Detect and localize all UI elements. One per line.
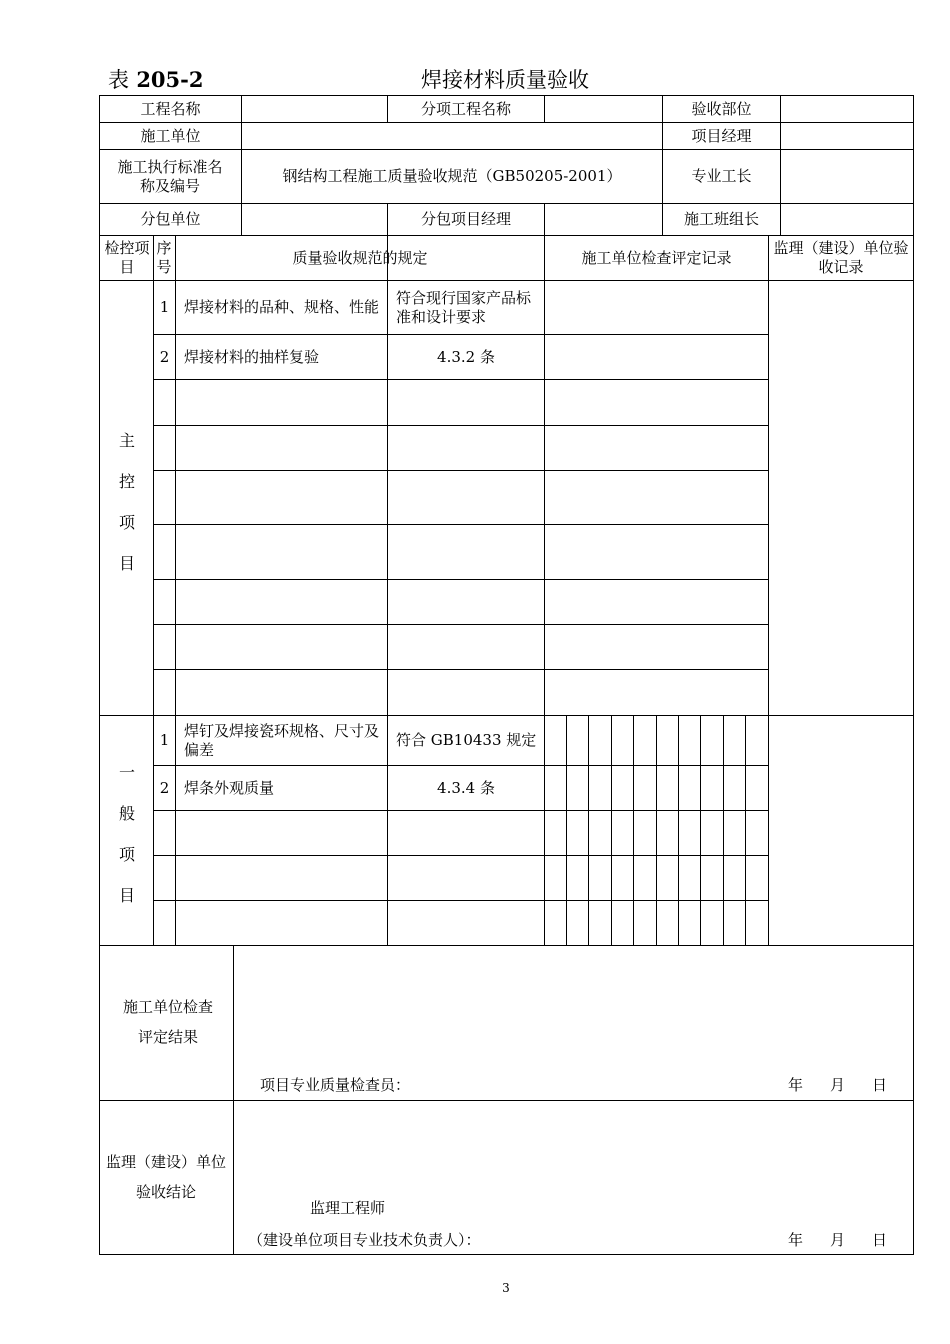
general-row-1-spec: 符合 GB10433 规定: [396, 731, 537, 749]
result-day-label: 日: [872, 1076, 888, 1094]
team-leader-label: 施工班组长: [683, 210, 759, 228]
main-label-char: 目: [119, 554, 136, 573]
main-label-char: 项: [119, 513, 136, 532]
main-row-1-seq: 1: [159, 298, 170, 316]
general-label-char: 目: [119, 886, 136, 905]
team-leader-value[interactable]: [781, 204, 913, 235]
general-row-2-desc: 焊条外观质量: [184, 778, 275, 797]
general-label-char: 般: [119, 804, 136, 823]
main-row-2-desc: 焊接材料的抽样复验: [184, 347, 320, 366]
main-row-1-record[interactable]: [545, 281, 768, 334]
table-prefix: 表: [108, 68, 129, 92]
sub-project-name-label: 分项工程名称: [420, 99, 511, 118]
col-inspection-item: 检控项目: [104, 239, 150, 276]
general-row-1-seq: 1: [159, 731, 170, 749]
project-name-value[interactable]: [242, 96, 387, 122]
quality-inspector-label: 项目专业质量检查员：: [260, 1076, 411, 1094]
foreman-value[interactable]: [781, 150, 913, 203]
construction-unit-label: 施工单位: [140, 126, 201, 145]
sub-project-manager-value[interactable]: [545, 204, 662, 235]
construction-result-content[interactable]: [234, 946, 913, 1071]
project-name-label: 工程名称: [140, 99, 201, 118]
standard-value: 钢结构工程施工质量验收规范（GB50205-2001）: [282, 167, 622, 185]
general-row-2-seq: 2: [159, 778, 170, 797]
general-label-char: 一: [119, 763, 136, 782]
col-construction-record: 施工单位检查评定记录: [581, 248, 732, 267]
conclusion-day-label: 日: [872, 1231, 888, 1249]
main-row-2-seq: 2: [159, 347, 170, 366]
result-year-label: 年: [788, 1076, 804, 1094]
subcontractor-label: 分包单位: [140, 210, 201, 228]
sub-project-name-value[interactable]: [545, 96, 662, 122]
main-row-1-desc: 焊接材料的品种、规格、性能: [184, 298, 380, 316]
sub-project-manager-label: 分包项目经理: [420, 210, 511, 228]
acceptance-part-label: 验收部位: [691, 99, 752, 118]
page-number: 3: [502, 1281, 510, 1295]
standard-label: 施工执行标准名称及编号: [117, 157, 223, 195]
project-manager-value[interactable]: [781, 123, 913, 149]
general-supervision-record[interactable]: [769, 716, 913, 945]
col-spec: 质量验收规范的规定: [292, 248, 428, 267]
main-row-2-record[interactable]: [545, 335, 768, 379]
table-number: 205-2: [136, 67, 204, 92]
main-label-char: 控: [119, 472, 136, 491]
conclusion-month-label: 月: [830, 1231, 846, 1249]
construction-result-label: 施工单位检查评定结果: [122, 998, 213, 1046]
supervision-conclusion-label: 监理（建设）单位验收结论: [105, 1153, 226, 1201]
col-supervision-record: 监理（建设）单位验收记录: [773, 239, 909, 276]
subcontractor-value[interactable]: [242, 204, 387, 235]
page-title: 焊接材料质量验收: [421, 68, 589, 92]
main-supervision-record[interactable]: [769, 281, 913, 715]
project-manager-label: 项目经理: [691, 126, 752, 145]
foreman-label: 专业工长: [691, 167, 752, 185]
general-label-char: 项: [119, 845, 136, 864]
general-row-1-desc: 焊钉及焊接瓷环规格、尺寸及偏差: [184, 721, 380, 759]
general-row-2-spec: 4.3.4 条: [437, 778, 495, 797]
owner-rep-label: （建设单位项目专业技术负责人）：: [248, 1231, 481, 1249]
main-row-1-spec: 符合现行国家产品标准和设计要求: [396, 288, 532, 326]
supervision-engineer-label: 监理工程师: [310, 1199, 386, 1217]
main-label-char: 主: [119, 431, 136, 450]
col-seq: 序号: [156, 239, 172, 276]
result-month-label: 月: [830, 1076, 846, 1094]
main-row-2-spec: 4.3.2 条: [437, 347, 495, 366]
construction-unit-value[interactable]: [242, 123, 662, 149]
conclusion-year-label: 年: [788, 1231, 804, 1249]
supervision-conclusion-content[interactable]: [234, 1101, 913, 1191]
acceptance-part-value[interactable]: [781, 96, 913, 122]
